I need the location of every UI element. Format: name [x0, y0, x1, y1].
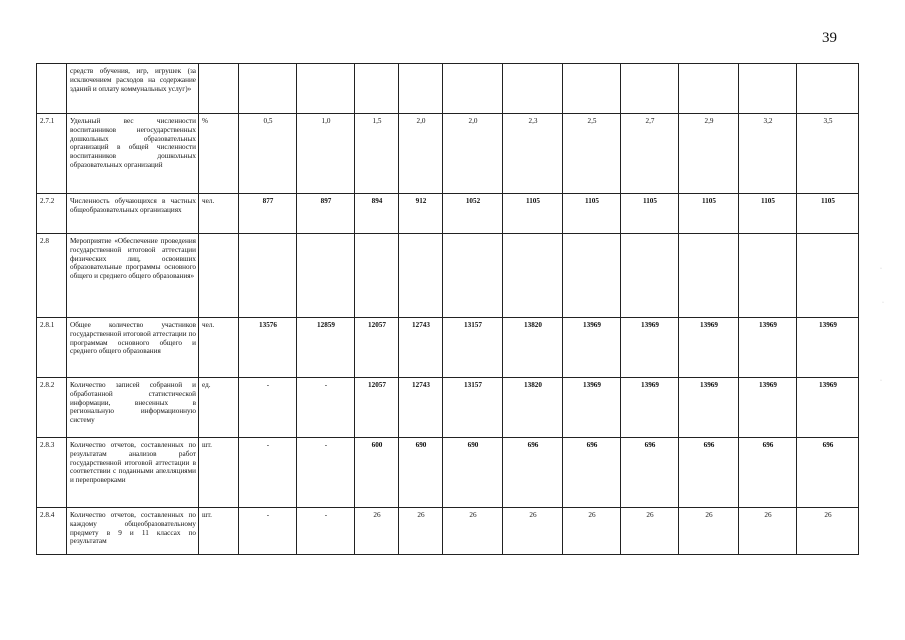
row-value: 12057 — [355, 318, 399, 378]
row-value: - — [297, 438, 355, 508]
row-unit — [199, 64, 239, 114]
row-value: 13969 — [739, 318, 797, 378]
table-row — [37, 508, 859, 555]
row-number: 2.8.1 — [37, 318, 67, 378]
row-value: 1105 — [563, 194, 621, 234]
row-value — [399, 64, 443, 114]
row-value: 13969 — [739, 378, 797, 438]
row-number: 2.7.2 — [37, 194, 67, 234]
row-value: 2,7 — [621, 114, 679, 194]
row-value — [739, 64, 797, 114]
row-value — [563, 234, 621, 318]
row-value: 600 — [355, 438, 399, 508]
row-number: 2.7.1 — [37, 114, 67, 194]
row-number — [37, 64, 67, 114]
row-value: 3,2 — [739, 114, 797, 194]
row-description: Количество записей собранной и обработанной статистической информации, внесенных в региональную информационную систему — [67, 378, 199, 438]
table-row — [37, 194, 859, 234]
page-number: 39 — [822, 30, 837, 46]
row-value — [621, 234, 679, 318]
row-value: 2,5 — [563, 114, 621, 194]
row-number: 2.8.2 — [37, 378, 67, 438]
row-value — [355, 234, 399, 318]
row-value — [443, 234, 503, 318]
row-value: 13969 — [621, 318, 679, 378]
table-row — [37, 318, 859, 378]
row-value: - — [297, 508, 355, 555]
row-value: 13969 — [563, 378, 621, 438]
row-value — [621, 64, 679, 114]
row-value: 1105 — [503, 194, 563, 234]
row-value: 1,0 — [297, 114, 355, 194]
row-value: 12743 — [399, 318, 443, 378]
row-value: - — [297, 378, 355, 438]
row-description: Количество отчетов, составленных по результатам анализов работ государственной итоговой аттестации в соответствии с поданными апелляциями и перепроверками — [67, 438, 199, 508]
row-unit: чел. — [199, 194, 239, 234]
table-row — [37, 64, 859, 114]
row-value: 13969 — [797, 378, 859, 438]
row-value — [297, 64, 355, 114]
row-value: 877 — [239, 194, 297, 234]
row-value — [563, 64, 621, 114]
row-value: 13820 — [503, 378, 563, 438]
row-value: 1105 — [621, 194, 679, 234]
row-number: 2.8.3 — [37, 438, 67, 508]
row-value: 690 — [399, 438, 443, 508]
row-value: 26 — [399, 508, 443, 555]
row-value: 26 — [443, 508, 503, 555]
scan-mark: · — [882, 300, 884, 306]
row-value: 696 — [563, 438, 621, 508]
row-unit — [199, 234, 239, 318]
row-value — [503, 64, 563, 114]
row-description: Общее количество участников государственной итоговой аттестации по программам основного общего и среднего общего образования — [67, 318, 199, 378]
row-number: 2.8 — [37, 234, 67, 318]
row-value: 12743 — [399, 378, 443, 438]
row-value: 26 — [563, 508, 621, 555]
row-description: Удельный вес численности воспитанников негосударственных дошкольных образовательных организаций в общей численности воспитанников дошкольных образовательных организаций — [67, 114, 199, 194]
row-value: 26 — [797, 508, 859, 555]
scan-mark: · — [880, 266, 882, 272]
row-value — [297, 234, 355, 318]
row-value: 13969 — [797, 318, 859, 378]
row-value: 1105 — [739, 194, 797, 234]
row-value — [679, 234, 739, 318]
row-value — [797, 64, 859, 114]
row-value: - — [239, 508, 297, 555]
row-number: 2.8.4 — [37, 508, 67, 555]
row-value: 13157 — [443, 378, 503, 438]
row-value: 2,0 — [443, 114, 503, 194]
scan-mark: · — [880, 378, 882, 384]
row-description: Численность обучающихся в частных общеобразовательных организациях — [67, 194, 199, 234]
row-value: 696 — [503, 438, 563, 508]
row-value: 26 — [679, 508, 739, 555]
row-value: 26 — [739, 508, 797, 555]
row-value — [503, 234, 563, 318]
row-value — [399, 234, 443, 318]
row-value: 696 — [797, 438, 859, 508]
row-value: 3,5 — [797, 114, 859, 194]
row-value: 2,0 — [399, 114, 443, 194]
row-value: 1052 — [443, 194, 503, 234]
row-unit: шт. — [199, 508, 239, 555]
table-row — [37, 378, 859, 438]
indicators-table — [36, 63, 859, 555]
row-value: 0,5 — [239, 114, 297, 194]
row-value: 12859 — [297, 318, 355, 378]
row-value: 2,3 — [503, 114, 563, 194]
row-value — [739, 234, 797, 318]
row-value: 26 — [621, 508, 679, 555]
row-value: 2,9 — [679, 114, 739, 194]
row-value: 13157 — [443, 318, 503, 378]
row-value: 13576 — [239, 318, 297, 378]
row-value: 13969 — [621, 378, 679, 438]
row-value — [355, 64, 399, 114]
row-value — [239, 234, 297, 318]
row-description: Мероприятие «Обеспечение проведения государственной итоговой аттестации физических лиц, освоивших образовательные программы основного общего и среднего общего образования» — [67, 234, 199, 318]
table-row — [37, 438, 859, 508]
row-value — [797, 234, 859, 318]
row-value: - — [239, 378, 297, 438]
row-value: 26 — [355, 508, 399, 555]
row-unit: шт. — [199, 438, 239, 508]
row-value: 1105 — [797, 194, 859, 234]
table-row — [37, 234, 859, 318]
row-description: средств обучения, игр, игрушек (за исключением расходов на содержание зданий и оплату коммунальных услуг)» — [67, 64, 199, 114]
row-value: 13969 — [679, 378, 739, 438]
table-row — [37, 114, 859, 194]
row-value: 12057 — [355, 378, 399, 438]
row-unit: чел. — [199, 318, 239, 378]
row-value: 26 — [503, 508, 563, 555]
row-value: 894 — [355, 194, 399, 234]
row-value — [239, 64, 297, 114]
row-value: 897 — [297, 194, 355, 234]
row-value — [679, 64, 739, 114]
row-value: 1,5 — [355, 114, 399, 194]
row-value: 690 — [443, 438, 503, 508]
row-value — [443, 64, 503, 114]
row-value: - — [239, 438, 297, 508]
row-value: 13820 — [503, 318, 563, 378]
row-unit: ед. — [199, 378, 239, 438]
row-value: 912 — [399, 194, 443, 234]
row-value: 696 — [739, 438, 797, 508]
row-value: 696 — [679, 438, 739, 508]
row-description: Количество отчетов, составленных по каждому общеобразовательному предмету в 9 и 11 классах по результатам — [67, 508, 199, 555]
row-unit: % — [199, 114, 239, 194]
row-value: 696 — [621, 438, 679, 508]
row-value: 1105 — [679, 194, 739, 234]
row-value: 13969 — [563, 318, 621, 378]
row-value: 13969 — [679, 318, 739, 378]
